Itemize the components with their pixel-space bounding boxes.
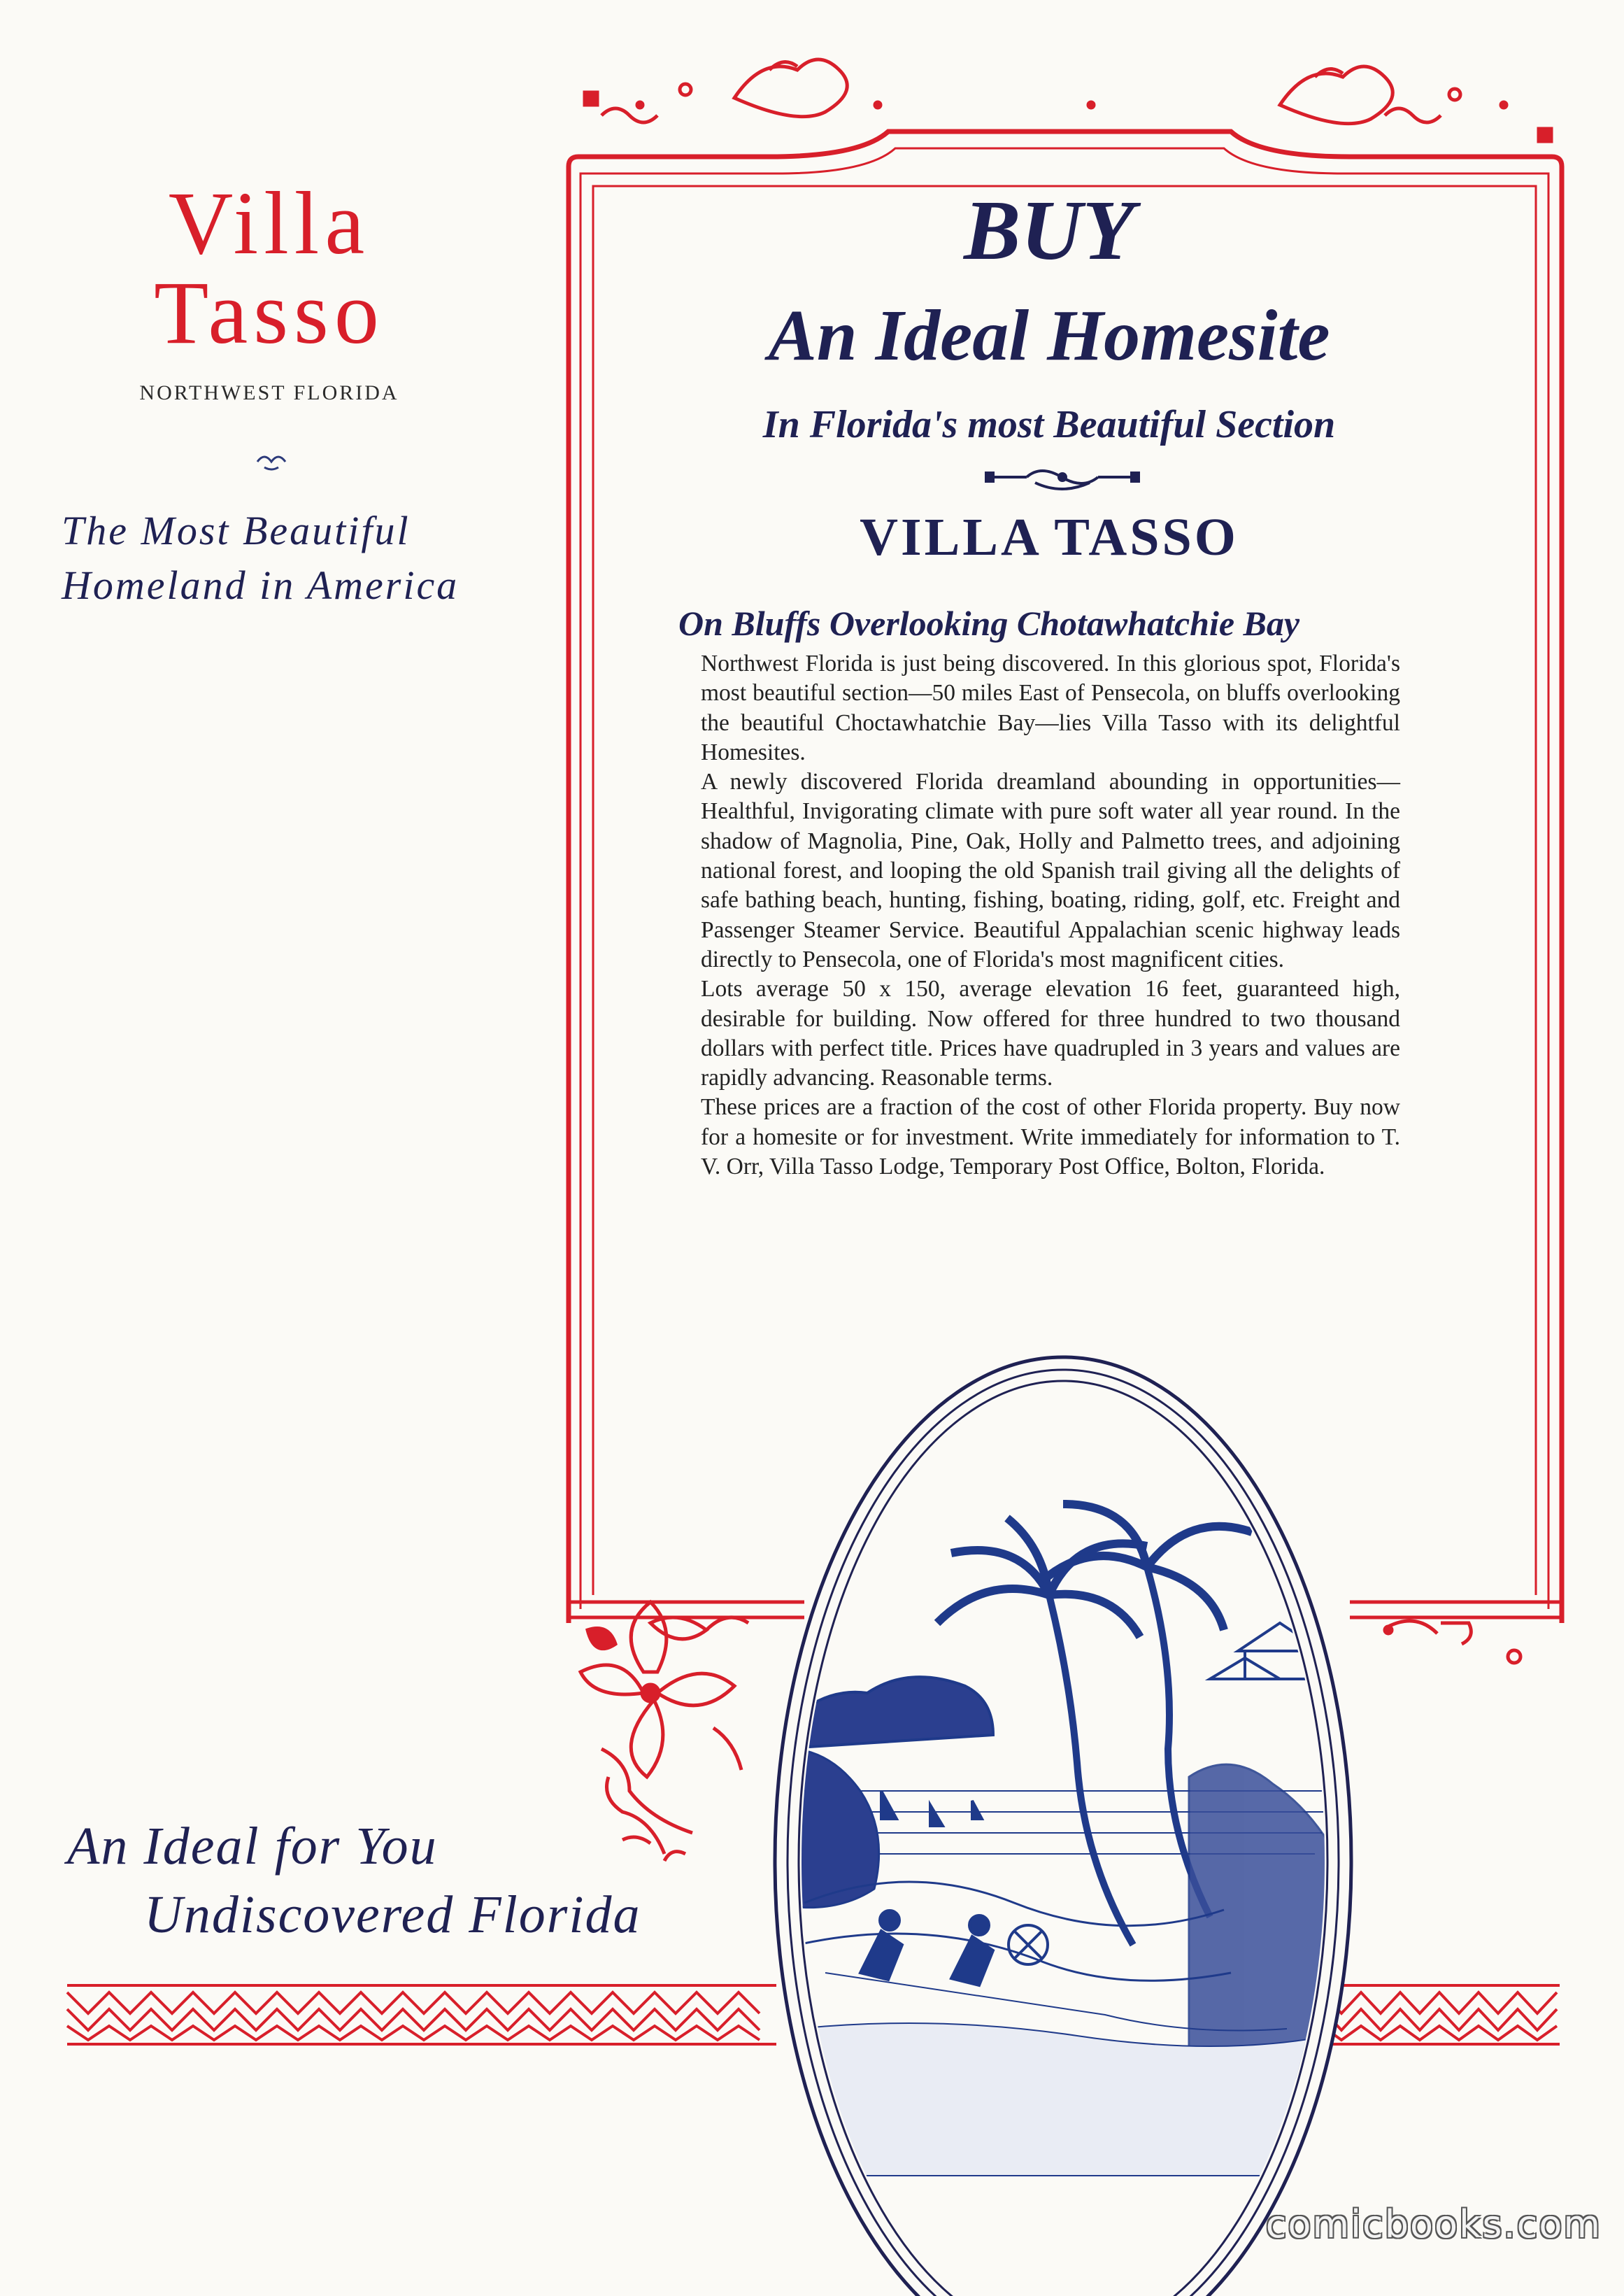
closing-line2: Undiscovered Florida [144, 1885, 641, 1944]
body-paragraph-2: A newly discovered Florida dreamland abounding in opportunities—Healthful, Invigorating climate with pure soft water all year round. In the shadow of Magnolia, Pine, Oak, Holly and Palmetto trees, and adjoining national forest, and looping the old Spanish trail giving all the delights of safe bathing beach, hunting, fishing, boating, riding, golf, etc. Freight and Passenger Steamer Service. Beautiful Appalachian scenic highway leads directly to Pensecola, one of Florida's most magnificent cities. [701, 769, 1400, 972]
brand-title [0, 173, 539, 362]
watermark: comicbooks.com [1265, 2202, 1602, 2246]
small-leaf-ornament [257, 457, 285, 469]
closing-line1: An Ideal for You [67, 1817, 438, 1876]
headline-main: An Ideal Homesite [768, 295, 1330, 376]
body-paragraph-3: Lots average 50 x 150, average elevation 16 feet, guaranteed high, desirable for building. Now offered for three hundred to two thousand dollars with perfect title. Prices have quadrupled in 3 years and values are rapidly advancing. Reasonable terms. [701, 976, 1400, 1091]
brand-title-line2: Tasso [154, 263, 385, 362]
divider-ornament [986, 471, 1139, 489]
tropical-bay-illustration [769, 1357, 1351, 2296]
closing-slogan [67, 1812, 669, 1949]
right-hatched-stripe [1322, 1985, 1560, 2044]
tagline [62, 504, 509, 613]
top-ornament [585, 59, 1551, 141]
tagline-line2: Homeland in America [62, 562, 460, 608]
headline-buy: BUY [964, 183, 1134, 278]
headline-name: VILLA TASSO [860, 508, 1239, 567]
location-heading: On Bluffs Overlooking Chotawhatchie Bay [678, 604, 1300, 643]
brand-subtitle: NORTHWEST FLORIDA [139, 381, 399, 404]
body-paragraph-4: These prices are a fraction of the cost of other Florida property. Buy now for a homesite or for investment. Write immediately for information to T. V. Orr, Villa Tasso Lodge, Temporary Post Office, Bolton, Florida. [701, 1094, 1400, 1180]
tagline-line1: The Most Beautiful [62, 508, 411, 553]
headline-sub: In Florida's most Beautiful Section [762, 403, 1336, 446]
brand-title-line1: Villa [168, 173, 371, 273]
body-copy [701, 649, 1400, 1182]
left-hatched-stripe [67, 1985, 776, 2044]
body-paragraph-1: Northwest Florida is just being discovered. In this glorious spot, Florida's most beautiful section—50 miles East of Pensecola, on bluffs overlooking the beautiful Choctawhatchie Bay—lies Villa Tasso with its delightful Homesites. [701, 651, 1400, 765]
